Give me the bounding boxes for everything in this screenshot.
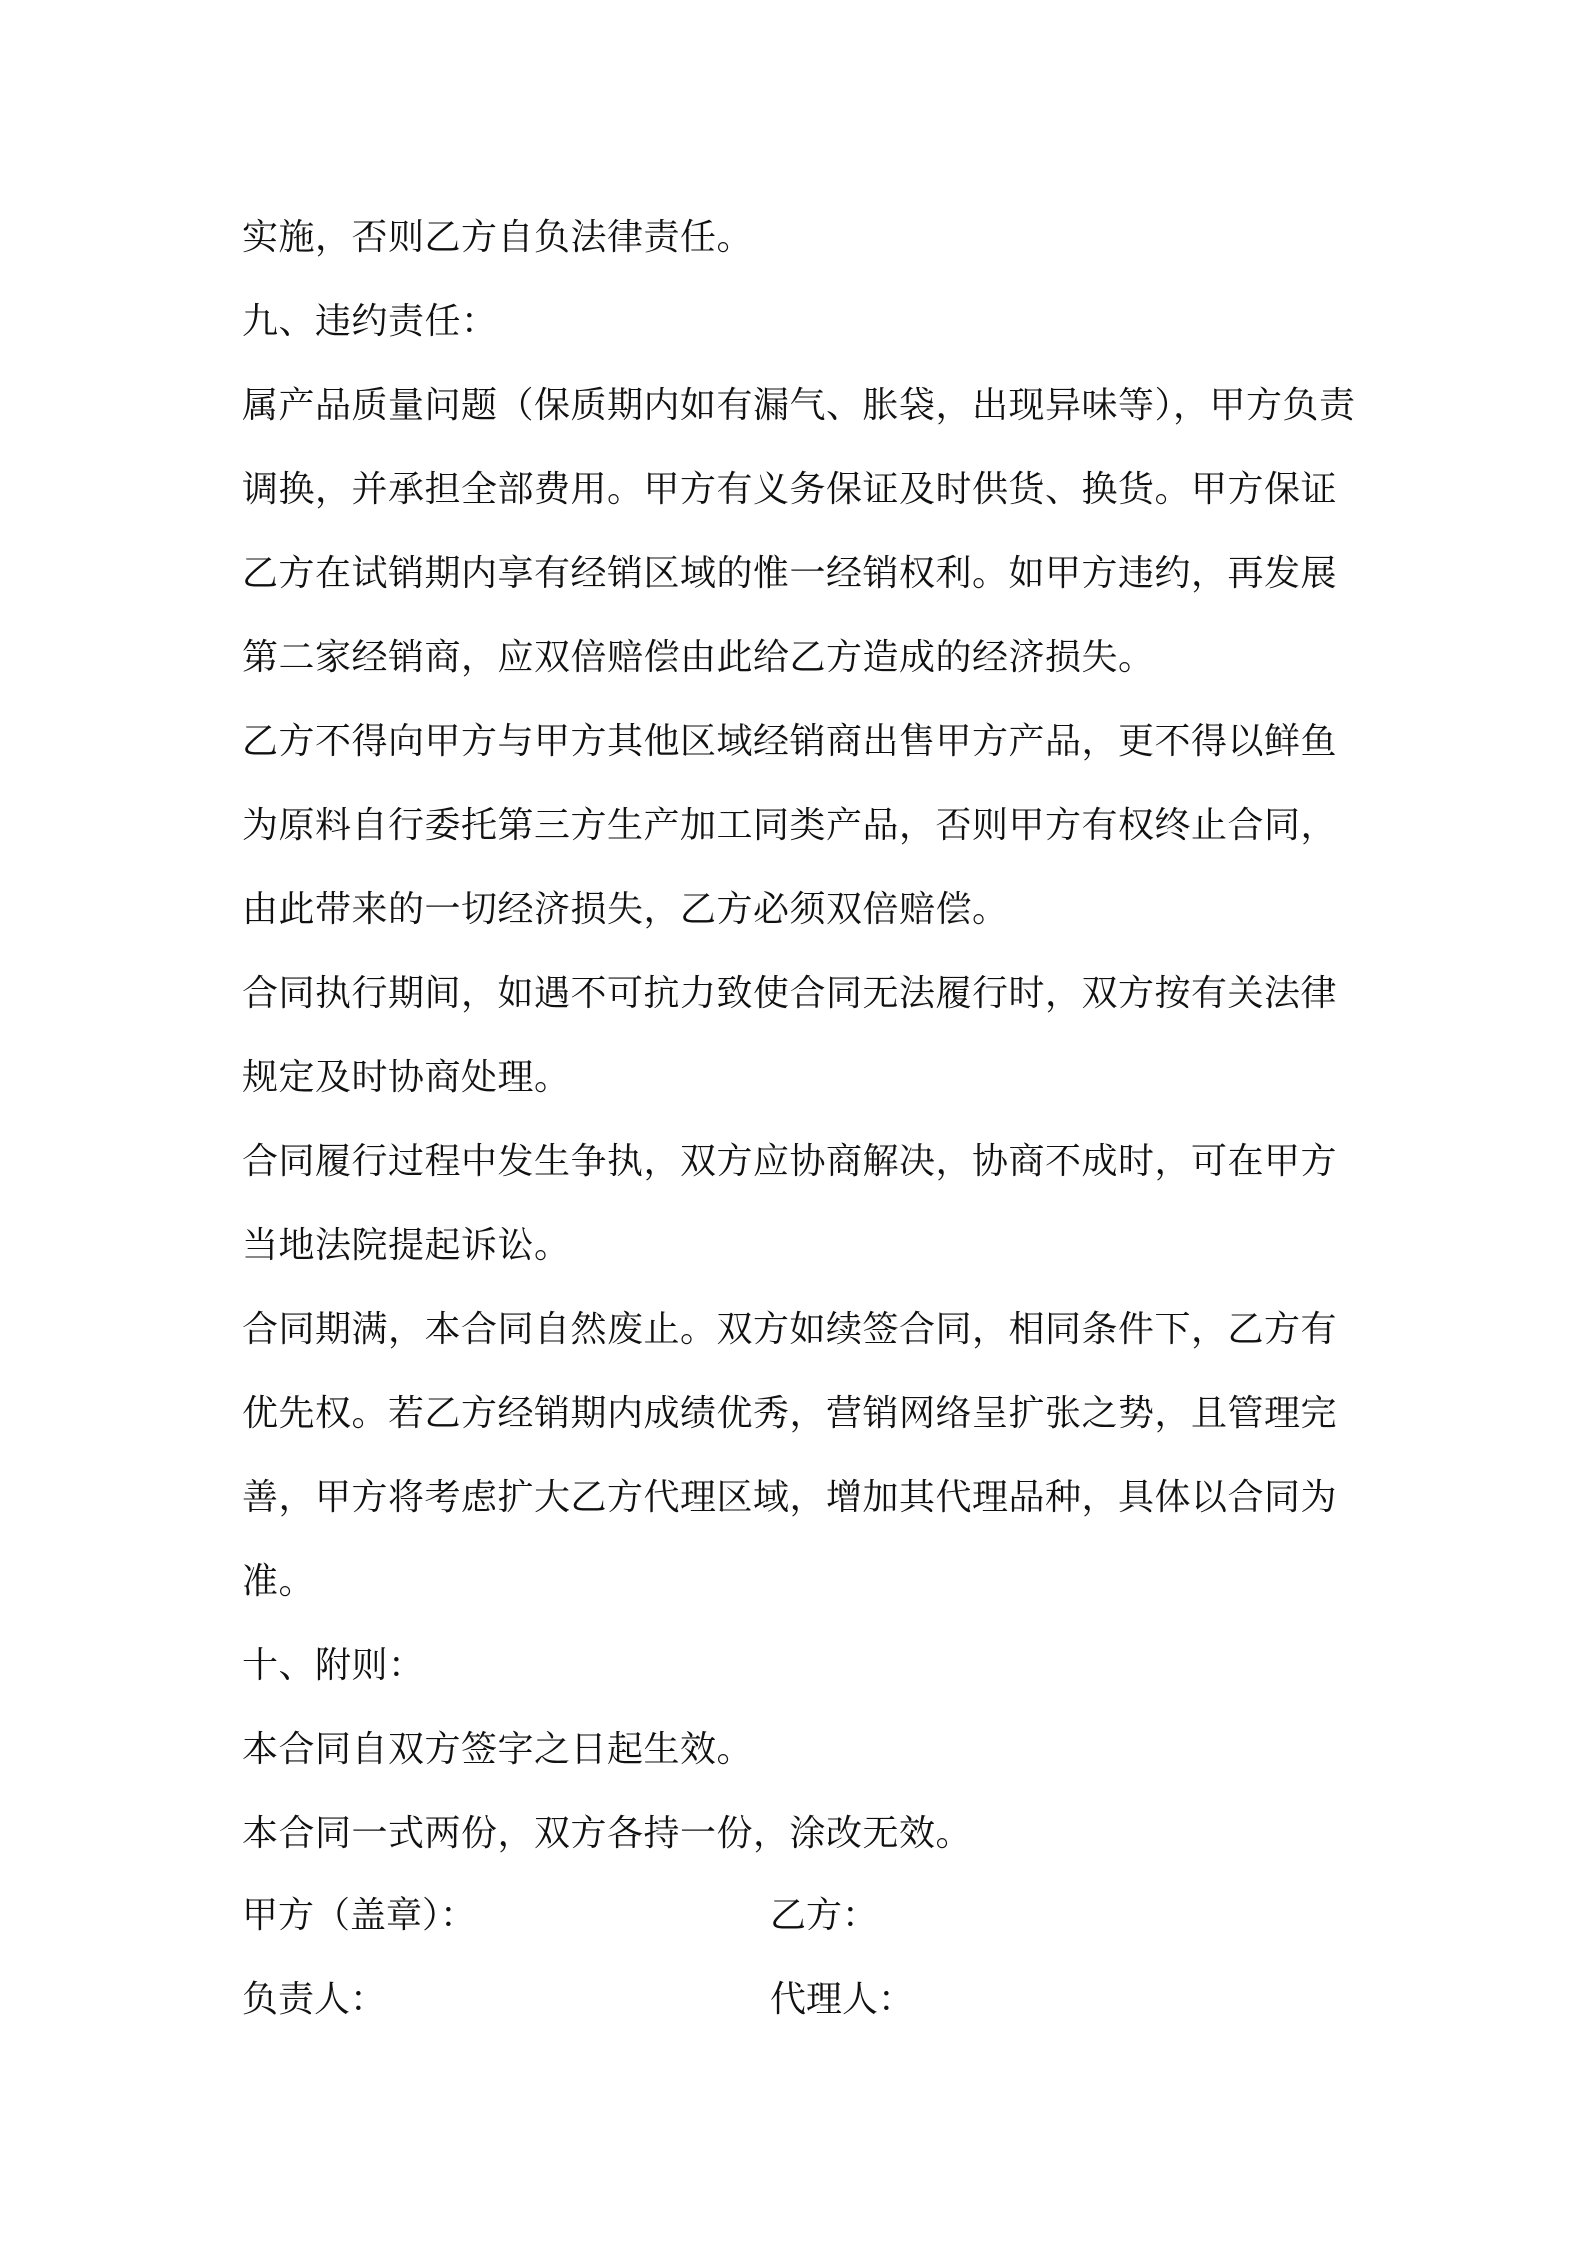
section-heading-breach-liability: 九、违约责任： (242, 301, 498, 342)
signature-row-representatives (242, 1958, 1362, 2042)
paragraph-copies: 本合同一式两份，双方各持一份，涂改无效。 (242, 1813, 973, 1854)
section-heading-supplementary: 十、附则： (242, 1645, 425, 1686)
paragraph-quality-issues: 属产品质量问题（保质期内如有漏气、胀袋，出现异味等），甲方负责调换，并承担全部费用。甲方有义务保证及时供货、换货。甲方保证乙方在试销期内享有经销区域的惟一经销权利。如甲方违约，再发展第二家经销商，应双倍赔偿由此给乙方造成的经济损失。 (242, 385, 1356, 678)
party-b-label: 乙方： (770, 1895, 879, 1936)
paragraph-dispute-resolution: 合同履行过程中发生争执，双方应协商解决，协商不成时，可在甲方当地法院提起诉讼。 (242, 1141, 1338, 1266)
paragraph-effective-date: 本合同自双方签字之日起生效。 (242, 1729, 754, 1770)
paragraph-sales-restriction: 乙方不得向甲方与甲方其他区域经销商出售甲方产品，更不得以鲜鱼为原料自行委托第三方生产加工同类产品，否则甲方有权终止合同，由此带来的一切经济损失，乙方必须双倍赔偿。 (242, 721, 1338, 930)
party-a-seal-label: 甲方（盖章）： (242, 1895, 477, 1936)
signature-row-parties (242, 1874, 1362, 1958)
paragraph-contract-expiry: 合同期满，本合同自然废止。双方如续签合同，相同条件下，乙方有优先权。若乙方经销期内成绩优秀，营销网络呈扩张之势，且管理完善，甲方将考虑扩大乙方代理区域，增加其代理品种，具体以合同为准。 (242, 1309, 1338, 1602)
contract-body (242, 196, 1362, 1876)
paragraph-continuation: 实施，否则乙方自负法律责任。 (242, 217, 754, 258)
paragraph-force-majeure: 合同执行期间，如遇不可抗力致使合同无法履行时，双方按有关法律规定及时协商处理。 (242, 973, 1338, 1098)
responsible-person-label: 负责人： (242, 1979, 387, 2020)
agent-label: 代理人： (770, 1979, 915, 2020)
